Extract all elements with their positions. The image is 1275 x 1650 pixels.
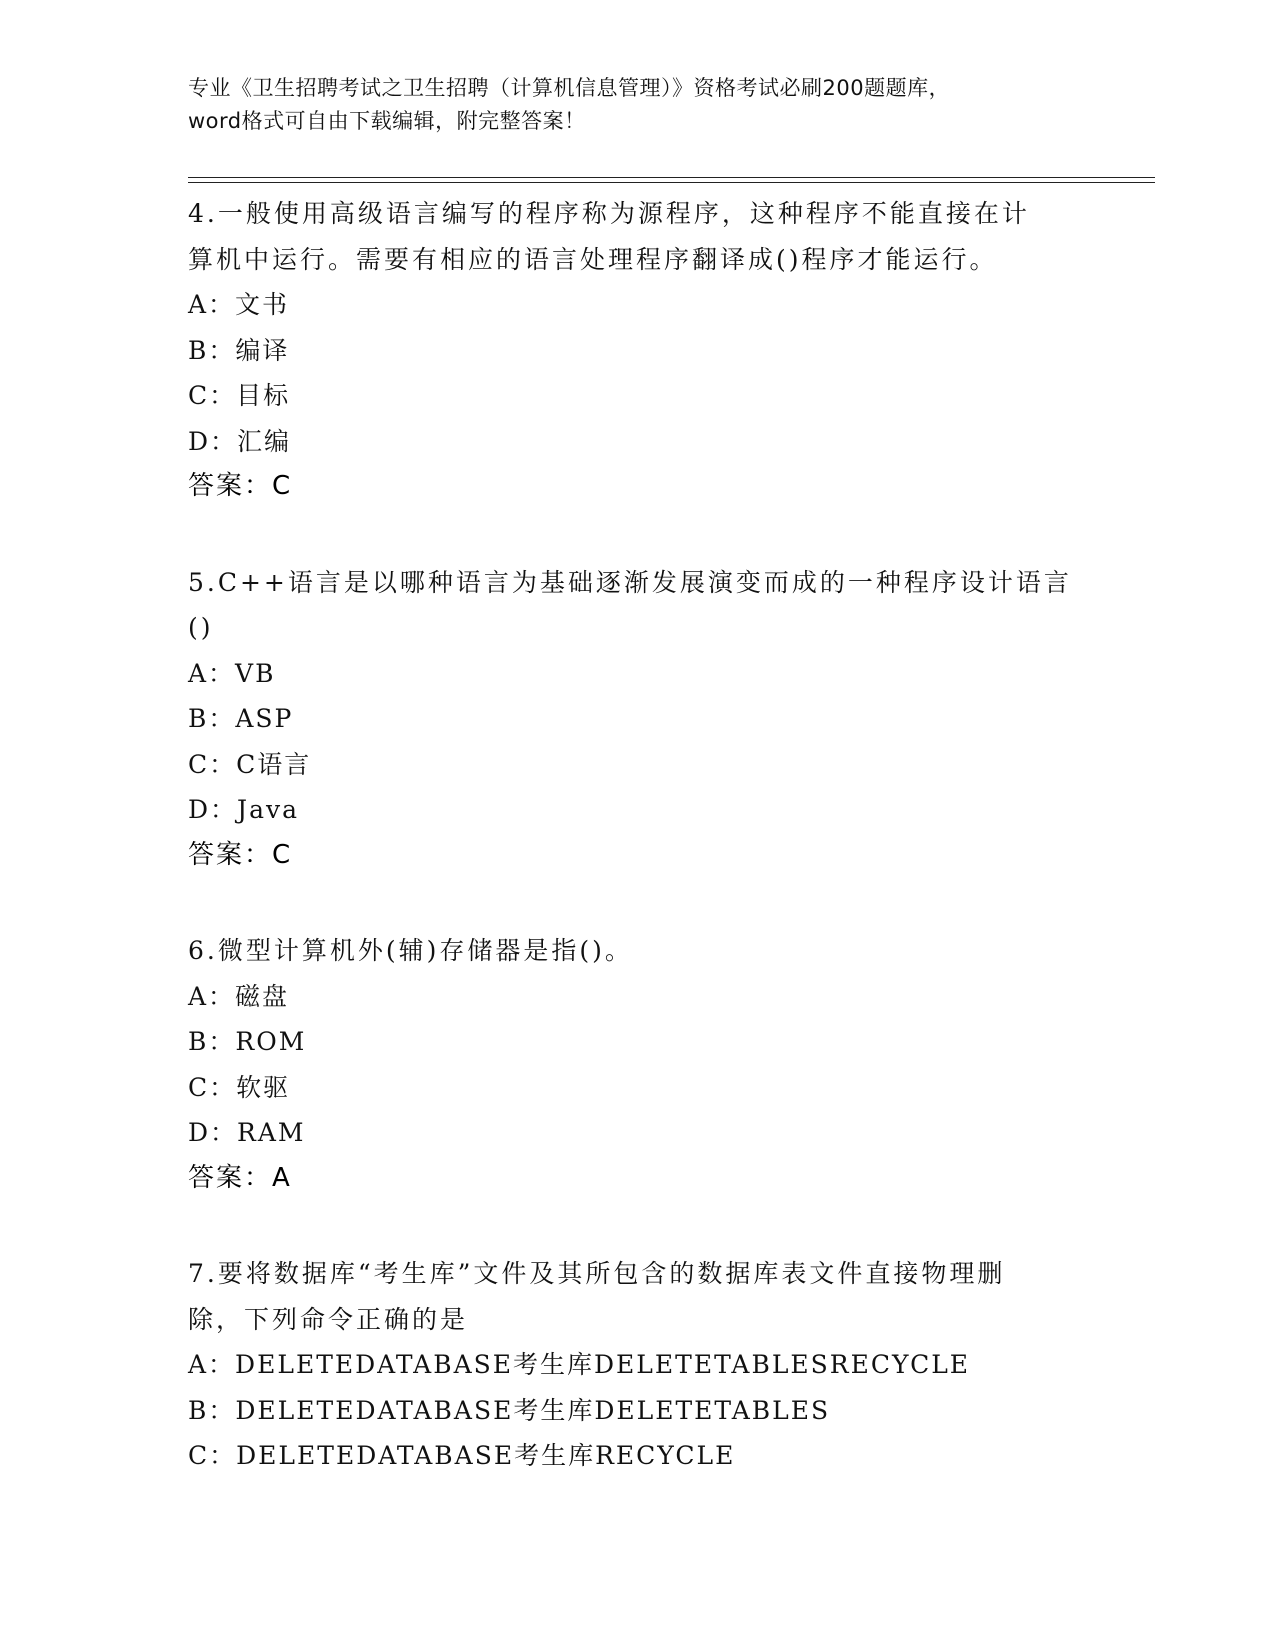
question-stem-continued: 除，下列命令正确的是 bbox=[188, 1304, 469, 1334]
header-rule-bottom bbox=[188, 182, 1155, 183]
option-a: A：文书 bbox=[188, 290, 290, 319]
question-stem-continued: 算机中运行。需要有相应的语言处理程序翻译成()程序才能运行。 bbox=[188, 244, 998, 274]
question-stem: 5.C++语言是以哪种语言为基础逐渐发展演变而成的一种程序设计语言 bbox=[188, 567, 1072, 597]
question-stem: 4.一般使用高级语言编写的程序称为源程序，这种程序不能直接在计 bbox=[188, 199, 1030, 228]
question-5 bbox=[188, 560, 1088, 879]
document-header bbox=[188, 72, 1088, 138]
option-a: A：VB bbox=[188, 658, 276, 688]
question-list bbox=[188, 191, 1088, 1479]
answer: 答案：A bbox=[188, 1162, 292, 1193]
question-stem: 7.要将数据库“考生库”文件及其所包含的数据库表文件直接物理删 bbox=[188, 1259, 1006, 1288]
question-4 bbox=[188, 191, 1088, 510]
answer: 答案：C bbox=[188, 839, 293, 870]
option-b: B：ROM bbox=[188, 1027, 307, 1056]
option-c: C：DELETEDATABASE考生库RECYCLE bbox=[188, 1441, 736, 1470]
option-b: B：编译 bbox=[188, 335, 290, 365]
question-stem: 6.微型计算机外(辅)存储器是指()。 bbox=[188, 936, 633, 965]
question-stem-continued: () bbox=[188, 613, 214, 642]
option-c: C：软驱 bbox=[188, 1072, 291, 1102]
option-d: D：RAM bbox=[188, 1118, 306, 1147]
option-d: D：汇编 bbox=[188, 426, 292, 456]
header-line-1: 专业《卫生招聘考试之卫生招聘（计算机信息管理）》资格考试必刷200题题库， bbox=[188, 76, 951, 100]
header-line-2: word格式可自由下载编辑，附完整答案！ bbox=[188, 109, 586, 133]
answer: 答案：C bbox=[188, 471, 293, 501]
question-7 bbox=[188, 1251, 1088, 1479]
option-b: B：DELETEDATABASE考生库DELETETABLES bbox=[188, 1395, 831, 1425]
option-c: C：目标 bbox=[188, 381, 291, 410]
option-b: B：ASP bbox=[188, 704, 294, 733]
option-a: A：DELETEDATABASE考生库DELETETABLESRECYCLE bbox=[188, 1350, 971, 1379]
question-6 bbox=[188, 928, 1088, 1201]
option-d: D：Java bbox=[188, 795, 299, 824]
option-c: C：C语言 bbox=[188, 749, 312, 779]
option-a: A：磁盘 bbox=[188, 981, 290, 1011]
header-rule-top bbox=[188, 177, 1155, 178]
